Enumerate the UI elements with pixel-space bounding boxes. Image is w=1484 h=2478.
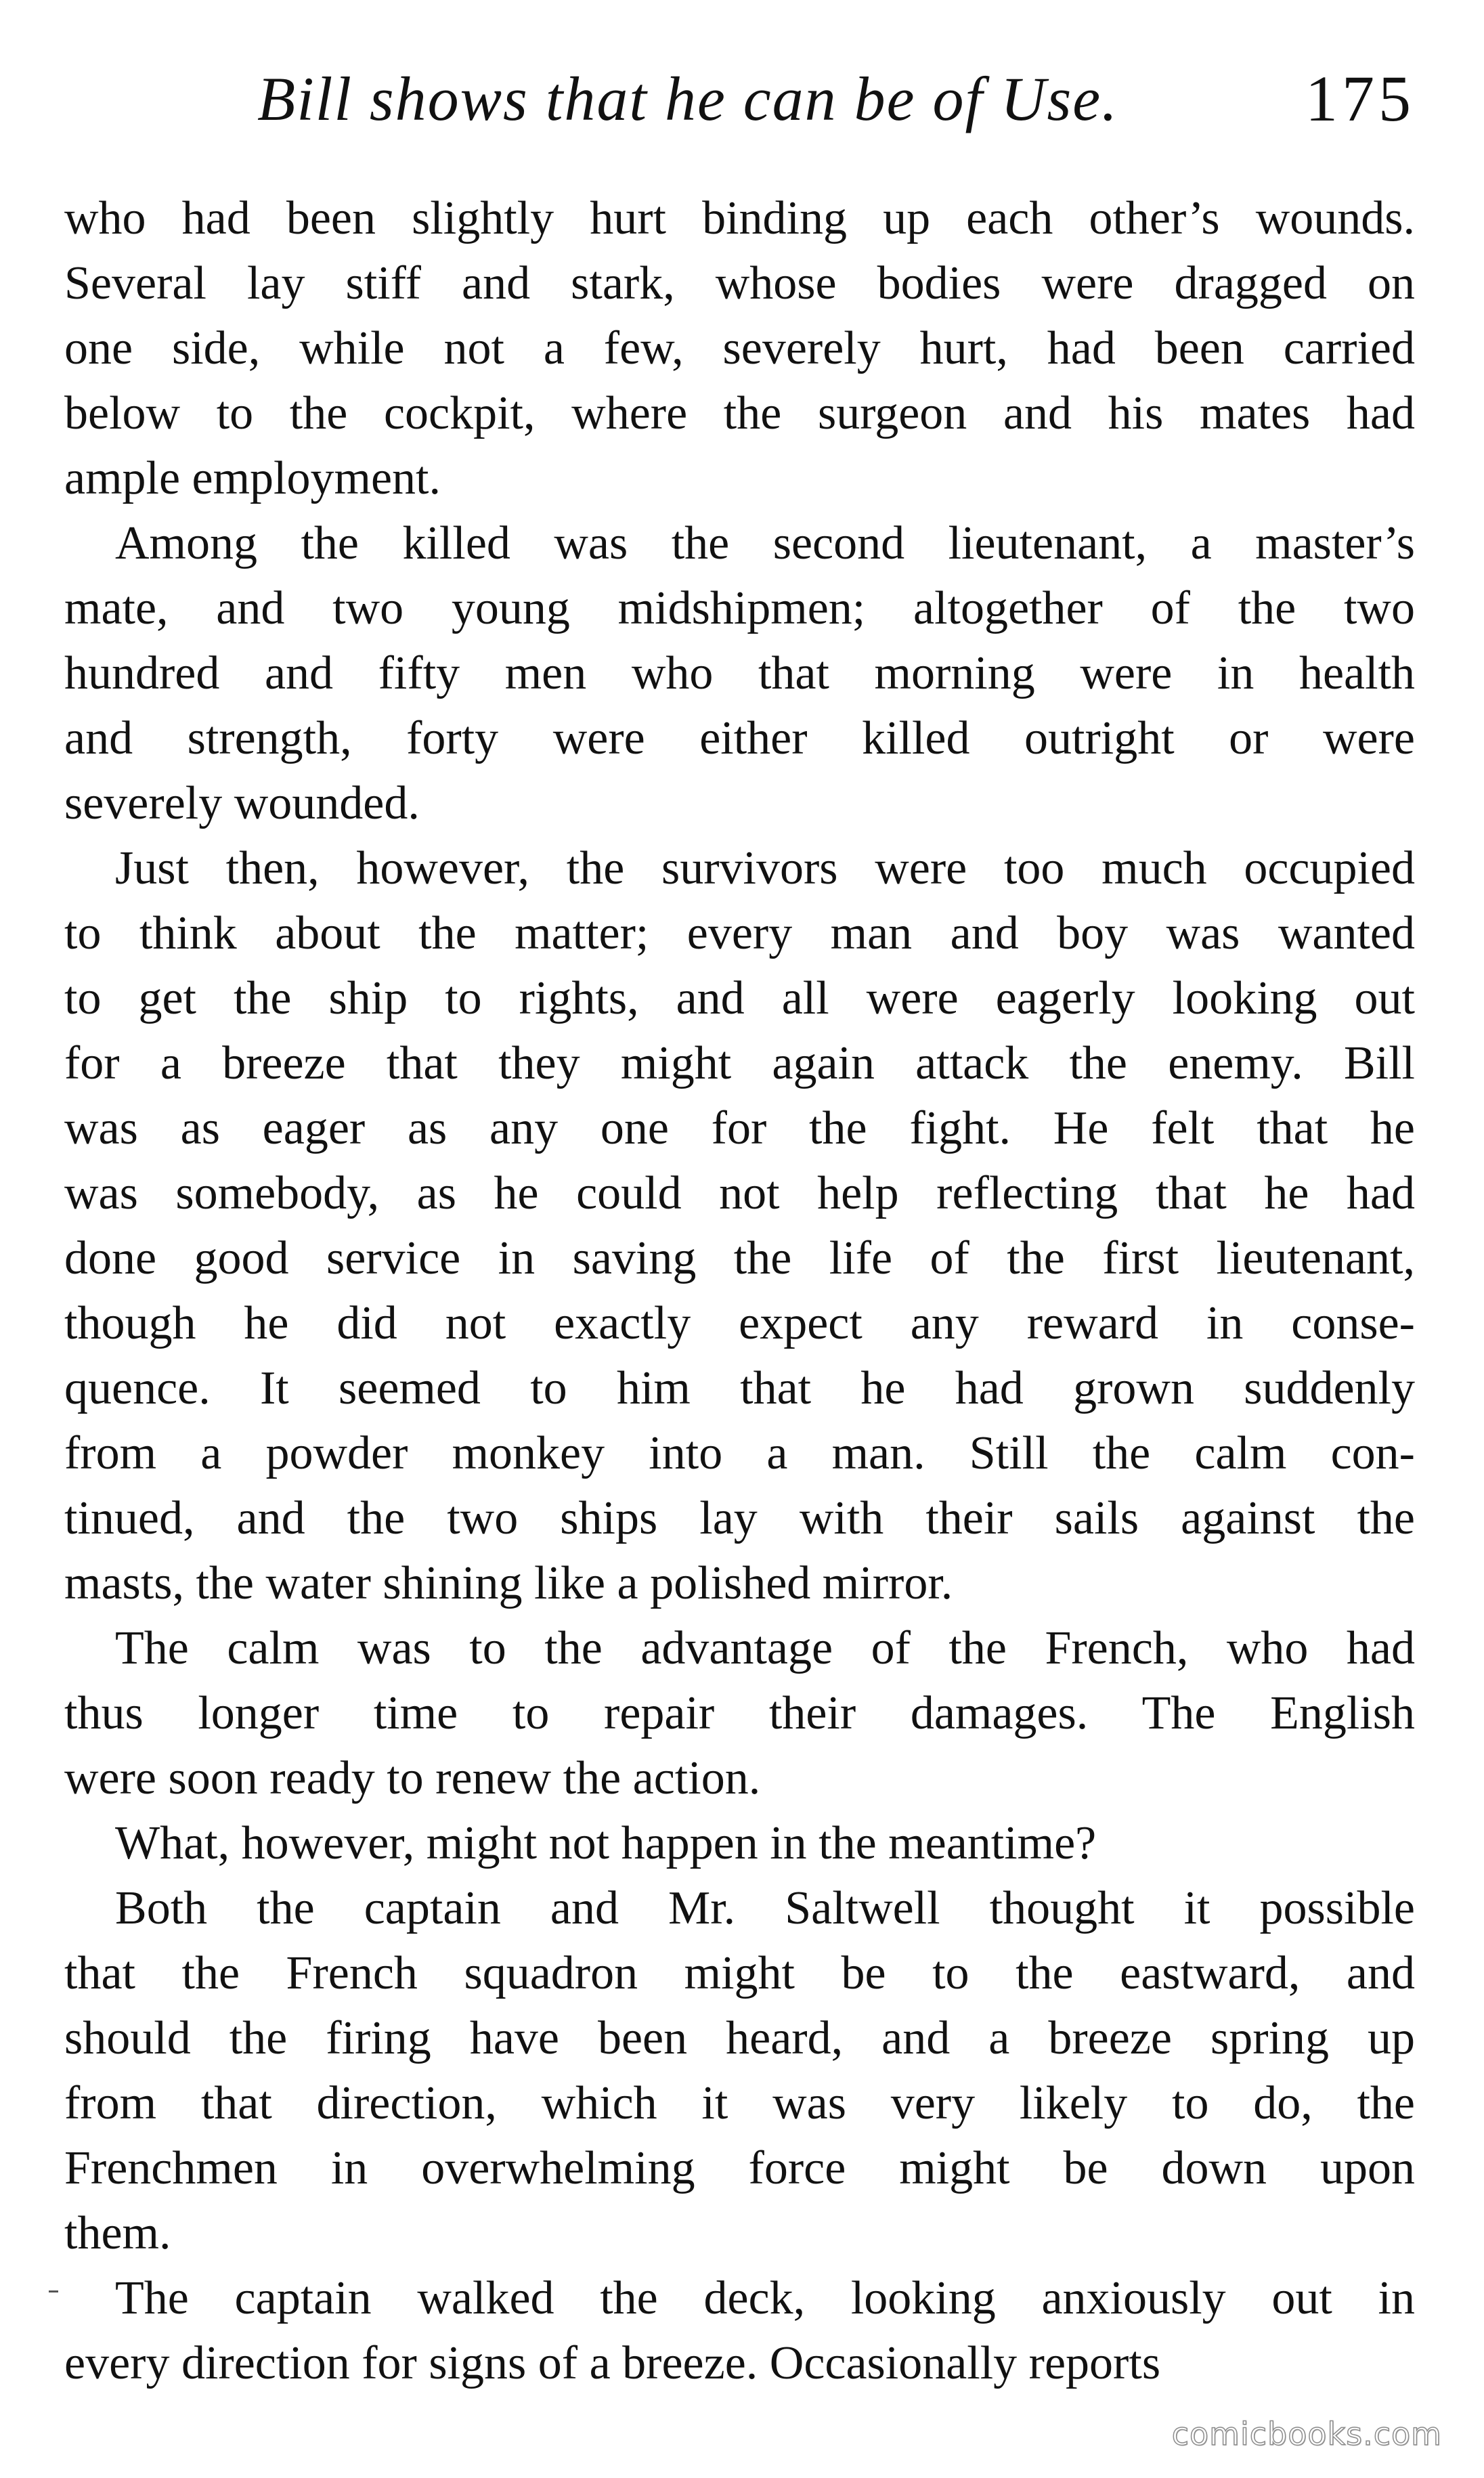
paragraph [64, 836, 1415, 1616]
text-line: to get the ship to rights, and all were eagerly looking out [64, 972, 1415, 1024]
paragraph [64, 1811, 1415, 1876]
text-line: The calm was to the advantage of the French, who had [115, 1622, 1415, 1674]
paragraph [64, 511, 1415, 836]
text-line: them. [64, 2207, 171, 2259]
text-line: Both the captain and Mr. Saltwell thought it possible [115, 1882, 1415, 1934]
text-line: Just then, however, the survivors were too much occupied [115, 842, 1415, 894]
text-line: that the French squadron might be to the eastward, and [64, 1947, 1415, 1999]
text-line: and strength, forty were either killed outright or were [64, 712, 1415, 764]
text-line: done good service in saving the life of the first lieutenant, [64, 1232, 1415, 1284]
body-text [64, 186, 1415, 2396]
text-line: though he did not exactly expect any reward in conse- [64, 1297, 1415, 1349]
text-line: tinued, and the two ships lay with their sails against the [64, 1492, 1415, 1544]
text-line: Several lay stiff and stark, whose bodies were dragged on [64, 257, 1415, 309]
text-line: for a breeze that they might again attack the enemy. Bill [64, 1037, 1415, 1089]
text-line: hundred and fifty men who that morning were in health [64, 647, 1415, 699]
text-line: below to the cockpit, where the surgeon and his mates had [64, 387, 1415, 439]
margin-mark [49, 2290, 58, 2292]
text-line: from a powder monkey into a man. Still the calm con- [64, 1427, 1415, 1479]
watermark: comicbooks.com [1171, 2416, 1442, 2452]
text-line: mate, and two young midshipmen; altogether of the two [64, 582, 1415, 634]
running-title: Bill shows that he can be of Use. [257, 64, 1119, 133]
text-line: masts, the water shining like a polished mirror. [64, 1557, 953, 1609]
text-line: from that direction, which it was very likely to do, the [64, 2077, 1415, 2129]
text-line: was somebody, as he could not help reflecting that he had [64, 1167, 1415, 1219]
text-line: every direction for signs of a breeze. Occasionally reports [64, 2337, 1161, 2389]
text-line: was as eager as any one for the fight. He felt that he [64, 1102, 1415, 1154]
text-line: should the firing have been heard, and a breeze spring up [64, 2012, 1415, 2064]
text-line: severely wounded. [64, 777, 420, 829]
text-line: were soon ready to renew the action. [64, 1752, 761, 1804]
text-line: to think about the matter; every man and boy was wanted [64, 907, 1415, 959]
page-header [257, 58, 1415, 153]
paragraph [64, 1876, 1415, 2266]
text-line: Frenchmen in overwhelming force might be down upon [64, 2142, 1415, 2194]
page-number: 175 [1305, 62, 1415, 135]
text-line: thus longer time to repair their damages. The English [64, 1687, 1415, 1739]
text-line: What, however, might not happen in the meantime? [115, 1817, 1097, 1869]
text-line: quence. It seemed to him that he had grown suddenly [64, 1362, 1415, 1414]
text-line: Among the killed was the second lieutenant, a master’s [115, 517, 1415, 569]
text-line: ample employment. [64, 452, 441, 504]
paragraph [64, 2266, 1415, 2396]
text-line: one side, while not a few, severely hurt, had been carried [64, 322, 1415, 374]
text-line: The captain walked the deck, looking anxiously out in [115, 2272, 1415, 2324]
text-line: who had been slightly hurt binding up each other’s wounds. [64, 192, 1415, 244]
paragraph [64, 1616, 1415, 1811]
paragraph [64, 186, 1415, 511]
